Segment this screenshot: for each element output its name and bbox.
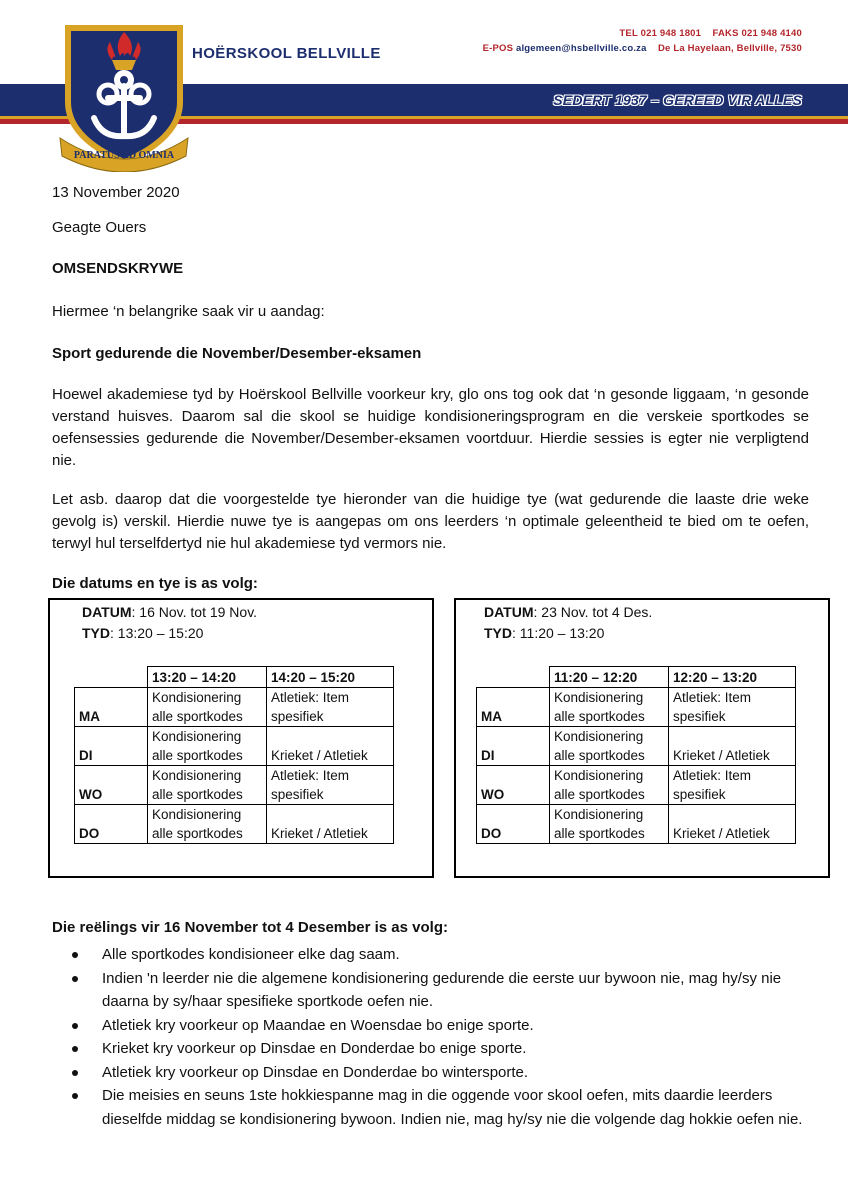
schedule-2-tyd bbox=[484, 623, 604, 644]
session-cell: Kondisionering alle sportkodes bbox=[148, 805, 267, 844]
day-cell: WO bbox=[477, 766, 550, 805]
email-label: E-POS bbox=[482, 43, 514, 54]
subject-line: Sport gedurende die November/Desember-eksamen bbox=[52, 345, 422, 362]
list-item: Indien 'n leerder nie die algemene kondisionering gedurende die eerste uur bywoon nie, mag hy/sy nie daarna by sy/haar spesifieke sportkode oefen nie. bbox=[52, 967, 812, 1014]
schedule-heading: Die datums en tye is as volg: bbox=[52, 575, 258, 592]
day-cell: DO bbox=[75, 805, 148, 844]
tyd-value: : 13:20 – 15:20 bbox=[110, 625, 204, 641]
day-cell: DI bbox=[75, 727, 148, 766]
table-row bbox=[75, 727, 394, 766]
salutation: Geagte Ouers bbox=[52, 219, 147, 236]
contact-email-address bbox=[483, 43, 802, 54]
datum-value: : 23 Nov. tot 4 Des. bbox=[533, 604, 653, 620]
letter-date: 13 November 2020 bbox=[52, 184, 180, 201]
list-item: Atletiek kry voorkeur op Dinsdae en Donderdae bo wintersporte. bbox=[52, 1061, 812, 1085]
tyd-label: TYD bbox=[484, 625, 512, 641]
rules-list bbox=[52, 943, 812, 1131]
bullet-icon bbox=[72, 1046, 78, 1052]
table-row bbox=[75, 805, 394, 844]
column-header: 12:20 – 13:20 bbox=[669, 667, 796, 688]
bullet-icon bbox=[72, 1070, 78, 1076]
table-corner bbox=[477, 667, 550, 688]
schedule-table-1 bbox=[74, 666, 394, 844]
session-cell: Kondisionering alle sportkodes bbox=[148, 727, 267, 766]
tel-label: TEL bbox=[619, 28, 638, 39]
school-crest-icon bbox=[58, 16, 190, 172]
day-cell: MA bbox=[477, 688, 550, 727]
intro-line: Hiermee ‘n belangrike saak vir u aandag: bbox=[52, 303, 325, 320]
paragraph-2: Let asb. daarop dat die voorgestelde tye hieronder van die huidige tye (wat gedurende die laaste drie weke gevolg is) verskil. Hierdie nuwe tye is aangepas om ons leerders ‘n optimale geleentheid te bied om te oefen, terwyl hul terselfdertyd nie hul akademiese tyd vermors nie. bbox=[52, 491, 809, 552]
session-cell: Kondisionering alle sportkodes bbox=[550, 766, 669, 805]
session-cell: Atletiek: Item spesifiek bbox=[669, 688, 796, 727]
table-row bbox=[75, 766, 394, 805]
fax-label: FAKS bbox=[712, 28, 739, 39]
table-corner bbox=[75, 667, 148, 688]
bullet-icon bbox=[72, 1023, 78, 1029]
column-header: 13:20 – 14:20 bbox=[148, 667, 267, 688]
day-cell: DO bbox=[477, 805, 550, 844]
list-item: Die meisies en seuns 1ste hokkiespanne mag in die oggende voor skool oefen, mits daardie leerders dieselfde middag se kondisionering bywoon. Indien nie, mag hy/sy nie die volgende dag hokkie oefen nie. bbox=[52, 1084, 812, 1131]
table-row bbox=[75, 688, 394, 727]
tel-number: 021 948 1801 bbox=[640, 28, 702, 39]
schedule-2-datum bbox=[484, 602, 652, 623]
day-cell: WO bbox=[75, 766, 148, 805]
table-row bbox=[477, 805, 796, 844]
session-cell: Atletiek: Item spesifiek bbox=[669, 766, 796, 805]
schedule-box-1 bbox=[48, 598, 434, 878]
datum-value: : 16 Nov. tot 19 Nov. bbox=[131, 604, 258, 620]
day-cell: MA bbox=[75, 688, 148, 727]
session-cell: Atletiek: Item spesifiek bbox=[267, 766, 394, 805]
session-cell: Krieket / Atletiek bbox=[267, 805, 394, 844]
session-cell: Kondisionering alle sportkodes bbox=[550, 805, 669, 844]
list-item: Atletiek kry voorkeur op Maandae en Woensdae bo enige sporte. bbox=[52, 1014, 812, 1038]
school-name: HOËRSKOOL BELLVILLE bbox=[192, 45, 381, 62]
schedule-table-2 bbox=[476, 666, 796, 844]
session-cell: Kondisionering alle sportkodes bbox=[148, 766, 267, 805]
schedule-1-datum bbox=[82, 602, 257, 623]
session-cell: Atletiek: Item spesifiek bbox=[267, 688, 394, 727]
column-header: 14:20 – 15:20 bbox=[267, 667, 394, 688]
paragraph-1: Hoewel akademiese tyd by Hoërskool Bellville voorkeur kry, glo ons tog ook dat ‘n gesonde liggaam, ‘n gesonde verstand huisves. Daarom sal die skool se huidige kondisioneringsprogram en die verskeie sportkodes se oefensessies gedurende die November/Desember-eksamen voortduur. Hierdie sessies is egter nie verpligtend nie. bbox=[52, 386, 809, 469]
bullet-icon bbox=[72, 976, 78, 982]
fax-number: 021 948 4140 bbox=[741, 28, 802, 39]
day-cell: DI bbox=[477, 727, 550, 766]
tyd-label: TYD bbox=[82, 625, 110, 641]
datum-label: DATUM bbox=[484, 604, 534, 620]
session-cell: Kondisionering alle sportkodes bbox=[550, 688, 669, 727]
table-row bbox=[477, 766, 796, 805]
column-header: 11:20 – 12:20 bbox=[550, 667, 669, 688]
session-cell: Kondisionering alle sportkodes bbox=[148, 688, 267, 727]
list-item: Krieket kry voorkeur op Dinsdae en Donderdae bo enige sporte. bbox=[52, 1037, 812, 1061]
tyd-value: : 11:20 – 13:20 bbox=[512, 625, 605, 641]
street-address: De La Hayelaan, Bellville, 7530 bbox=[657, 43, 802, 54]
session-cell: Krieket / Atletiek bbox=[669, 805, 796, 844]
session-cell: Krieket / Atletiek bbox=[267, 727, 394, 766]
schedule-box-2 bbox=[454, 598, 830, 878]
schedule-1-tyd bbox=[82, 623, 203, 644]
session-cell: Krieket / Atletiek bbox=[669, 727, 796, 766]
list-item: Alle sportkodes kondisioneer elke dag saam. bbox=[52, 943, 812, 967]
datum-label: DATUM bbox=[82, 604, 132, 620]
contact-phone-fax bbox=[619, 28, 802, 39]
table-row bbox=[477, 727, 796, 766]
motto-banner: SEDERT 1937 – GEREED VIR ALLES bbox=[553, 92, 802, 108]
email-address[interactable]: algemeen@hsbellville.co.za bbox=[515, 43, 647, 54]
crest-motto: PARATUS AD OMNIA bbox=[73, 150, 175, 161]
session-cell: Kondisionering alle sportkodes bbox=[550, 727, 669, 766]
bullet-icon bbox=[72, 1093, 78, 1099]
rules-heading: Die reëlings vir 16 November tot 4 Desember is as volg: bbox=[52, 919, 448, 936]
bullet-icon bbox=[72, 952, 78, 958]
letter-heading: OMSENDSKRYWE bbox=[52, 260, 184, 277]
table-row bbox=[477, 688, 796, 727]
